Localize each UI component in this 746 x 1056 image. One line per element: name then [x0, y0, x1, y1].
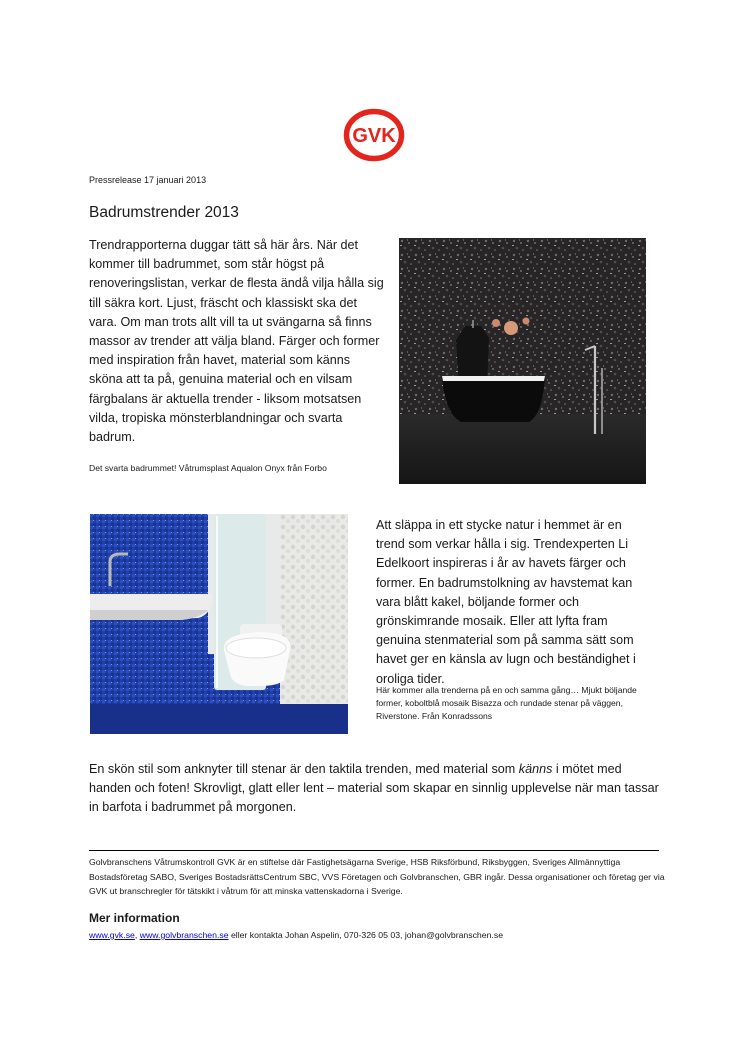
golvbranschen-website-link[interactable]: www.golvbranschen.se [139, 930, 229, 940]
contact-details: eller kontakta Johan Aspelin, 070-326 05 03, johan@golvbranschen.se [228, 930, 504, 940]
tactile-trend-paragraph [89, 760, 659, 818]
gvk-logo-text: GVK [352, 125, 396, 147]
link-separator: , [134, 930, 140, 940]
nature-trend-paragraph: Att släppa in ett stycke natur i hemmet är en trend som verkar hålla i sig. Trendexperten Li Edelkoort inspireras i år av havets färger och former. En badrumstolkning av havstemat kan vara blått kakel, böljande former och grönskimrande mosaik. Eller att lyfta fram genuina stenmaterial som på samma sätt som havet ger en känsla av lugn och beständighet i oroliga tider. [376, 518, 636, 686]
tactile-text-part2: i mötet med handen och foten! Skrovligt, glatt eller lent – material som skapar en sinnlig upplevelse när man tassar in barfota i badrummet på morgonen. [89, 762, 659, 815]
more-info-contact [89, 930, 503, 940]
page-title: Badrumstrender 2013 [89, 204, 239, 221]
tactile-emphasis: känns [518, 762, 553, 776]
footer-divider [89, 850, 659, 851]
tactile-text-part1: En skön stil som anknyter till stenar är den taktila trenden, med material som [89, 762, 519, 776]
intro-paragraph: Trendrapporterna duggar tätt så här års. När det kommer till badrummet, som står högst på renoveringslistan, verkar de flesta ändå vilja hålla sig till säkra kort. Ljust, fräscht och klassiskt ska det vara. Om man trots allt vill ta ut svängarna så finns massor av trender att välja bland. Färger och former med inspiration från havet, material som känns sköna att ta på, genuina material och en vilsam färgbalans är aktuella trender - liksom motsatsen vilda, tropiska mönsterblandningar och svarta badrum. [89, 238, 384, 445]
blue-mosaic-bathroom-photo [90, 514, 348, 734]
more-info-heading: Mer information [89, 911, 180, 925]
footer-about-text: Golvbranschens Våtrumskontroll GVK är en stiftelse där Fastighetsägarna Sverige, HSB Riksförbund, Riksbyggen, Sveriges Allmännyttiga Bostadsföretag SABO, Sveriges BostadsrättsCentrum SBC, VVS Företagen och Golvbranschen, GBR ingår. Dessa organisationer och företag ger via GVK ut branschregler för tätskikt i våtrum för att minska vattenskadorna i Sverige. [89, 857, 665, 897]
black-bathroom-photo [399, 238, 646, 484]
press-release-date: Pressrelease 17 januari 2013 [89, 175, 207, 185]
gvk-logo [343, 108, 405, 162]
photo-caption-black-bathroom: Det svarta badrummet! Våtrumsplast Aqualon Onyx från Forbo [89, 463, 327, 473]
gvk-website-link[interactable]: www.gvk.se [89, 930, 135, 940]
photo-caption-mosaic-bathroom: Här kommer alla trenderna på en och samma gång… Mjukt böljande former, koboltblå mosaik Bisazza och rundade stenar på väggen, Riverstone. Från Konradssons [376, 685, 637, 721]
